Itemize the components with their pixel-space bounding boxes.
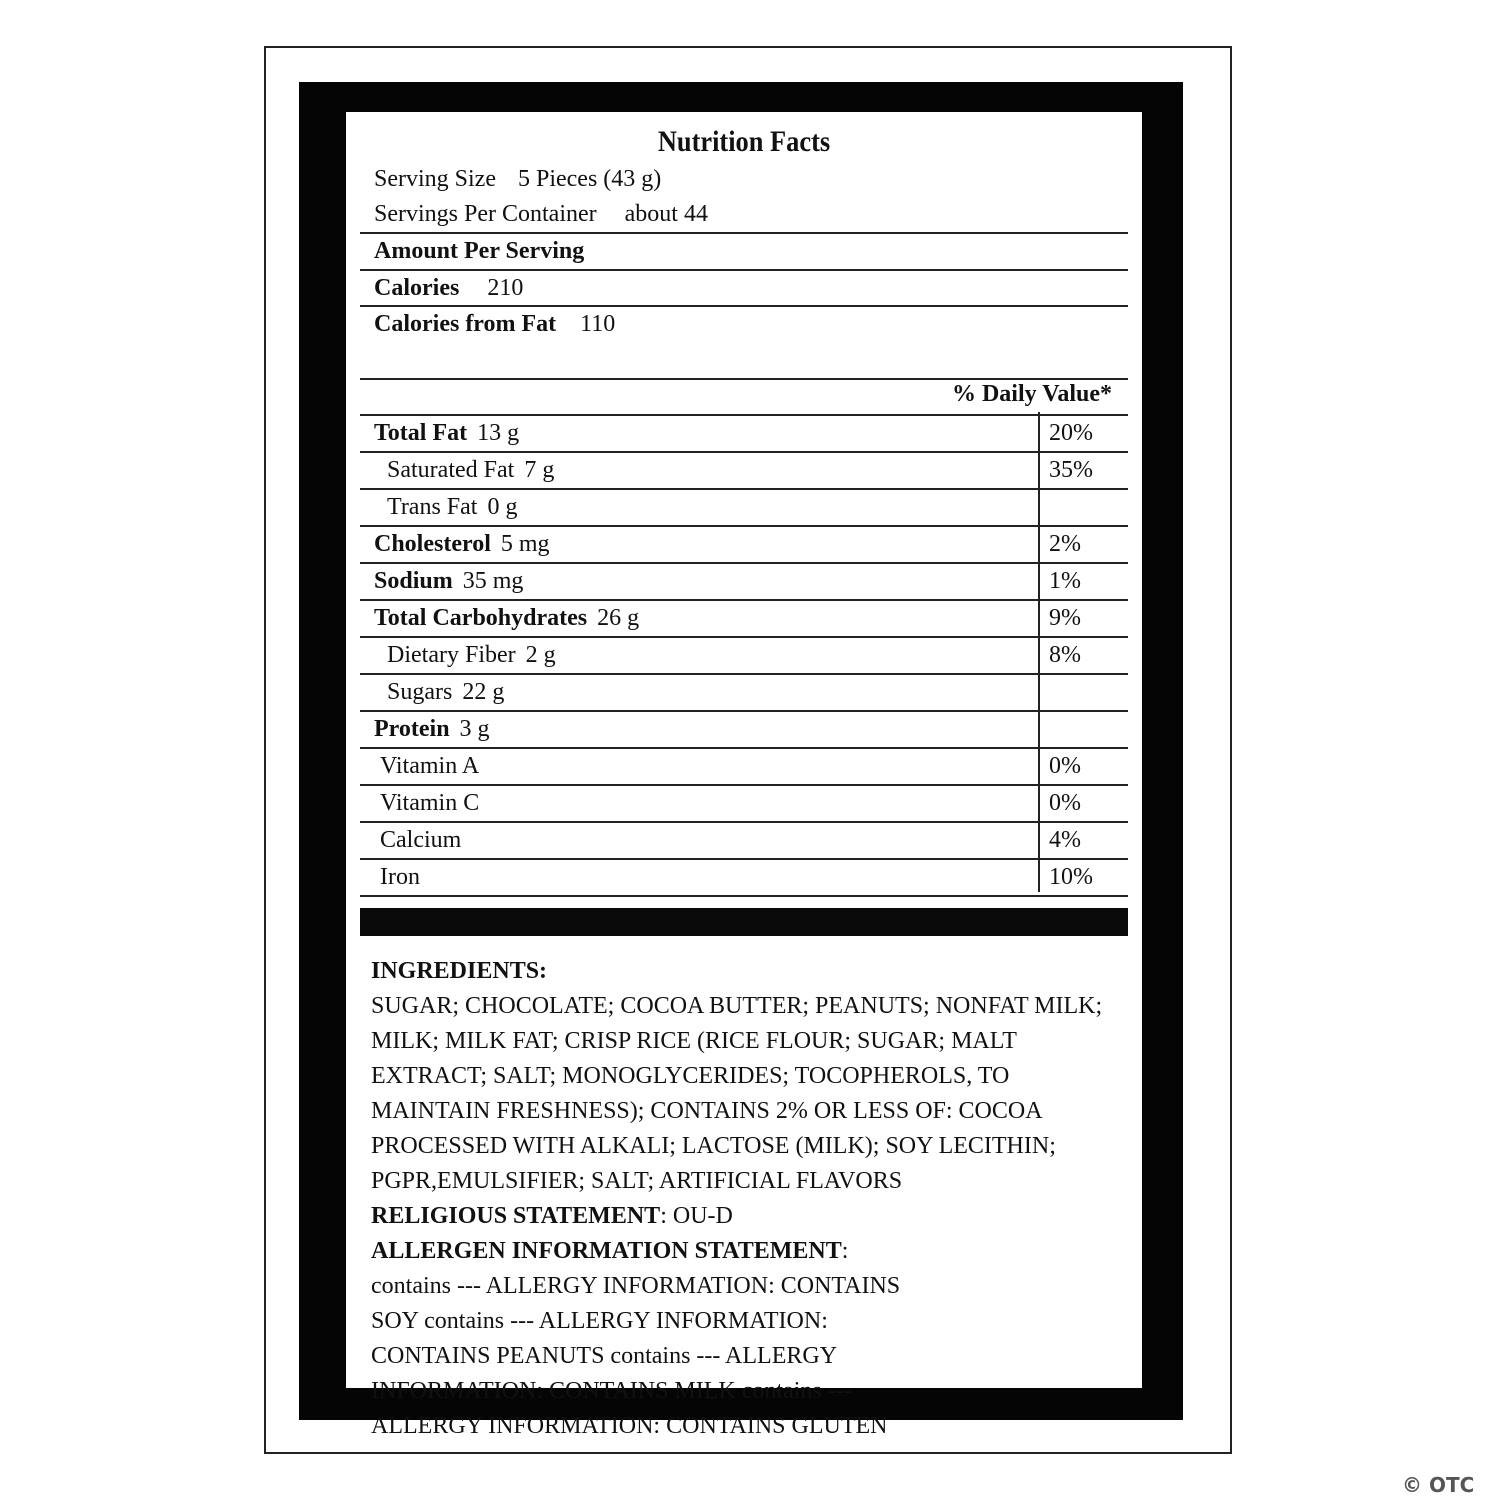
nutrient-amount: 13 g [477, 420, 520, 446]
daily-value-header: % Daily Value* [951, 381, 1112, 407]
calories-value: 210 [487, 275, 524, 301]
nutrient-daily-value: 1% [1049, 568, 1081, 594]
divider [360, 378, 1128, 380]
nutrient-name: Trans Fat [387, 494, 478, 520]
religious-statement [371, 1199, 1131, 1234]
nutrient-name: Total Fat [374, 420, 468, 446]
nutrient-name: Calcium [380, 827, 462, 853]
divider [360, 269, 1128, 271]
nutrient-name: Total Carbohydrates [374, 605, 588, 631]
nutrient-row [374, 455, 554, 485]
allergen-statement-heading [371, 1234, 1131, 1269]
calories-from-fat-value: 110 [580, 311, 616, 337]
divider [360, 784, 1128, 786]
nutrient-name: Sodium [374, 568, 453, 594]
divider [360, 673, 1128, 675]
divider [360, 488, 1128, 490]
nutrient-name: Saturated Fat [387, 457, 515, 483]
nutrient-amount: 5 mg [500, 531, 550, 557]
serving-size-row [374, 164, 661, 194]
religious-statement-value: : OU-D [660, 1203, 733, 1229]
nutrient-row [374, 492, 517, 522]
nutrient-row [374, 677, 504, 707]
nutrient-name: Sugars [387, 679, 453, 705]
divider [360, 232, 1128, 234]
allergen-statement-colon: : [841, 1238, 849, 1264]
divider [360, 636, 1128, 638]
nutrient-daily-value: 20% [1049, 420, 1093, 446]
ingredients-section [371, 954, 1131, 1444]
allergen-statement-text: contains --- ALLERGY INFORMATION: CONTAINS SOY contains --- ALLERGY INFORMATION: CONTAINS PEANUTS contains --- ALLERGY INFORMATION: CONTAINS MILK contains --- ALLERGY INFORMATION: CONTAINS GLUTEN [371, 1273, 901, 1439]
divider [360, 858, 1128, 860]
nutrient-row [374, 825, 461, 855]
black-separator-bar [360, 908, 1128, 936]
nutrient-amount: 2 g [525, 642, 556, 668]
calories-row [374, 273, 523, 303]
nutrient-row [374, 751, 479, 781]
nutrient-row [374, 788, 479, 818]
amount-per-serving: Amount Per Serving [374, 238, 585, 264]
nutrient-row [374, 603, 639, 633]
nutrient-amount: 35 mg [462, 568, 524, 594]
serving-size-value: 5 Pieces (43 g) [517, 166, 662, 192]
copyright-mark: © OTC [1402, 1473, 1475, 1497]
nutrient-daily-value: 0% [1049, 753, 1081, 779]
divider [360, 525, 1128, 527]
nutrient-daily-value: 4% [1049, 827, 1081, 853]
nutrient-name: Vitamin C [380, 790, 480, 816]
calories-from-fat-label: Calories from Fat [374, 311, 557, 337]
serving-size-label: Serving Size [374, 166, 496, 192]
nutrition-label-panel [343, 109, 1145, 1439]
nutrient-row [374, 862, 420, 892]
nutrient-daily-value: 8% [1049, 642, 1081, 668]
nutrient-amount: 0 g [487, 494, 518, 520]
calories-label: Calories [374, 275, 460, 301]
nutrient-name: Protein [374, 716, 450, 742]
nutrient-amount: 26 g [597, 605, 640, 631]
divider [360, 895, 1128, 897]
nutrient-amount: 7 g [524, 457, 555, 483]
servings-per-container-row [374, 199, 708, 229]
allergen-statement-label: ALLERGEN INFORMATION STATEMENT [371, 1238, 842, 1264]
nutrient-daily-value: 10% [1049, 864, 1093, 890]
nutrient-daily-value: 9% [1049, 605, 1081, 631]
nutrient-row [374, 418, 519, 448]
daily-value-column-divider [1038, 412, 1040, 892]
divider [360, 305, 1128, 307]
nutrient-name: Dietary Fiber [387, 642, 516, 668]
servings-per-container-value: about 44 [624, 201, 708, 227]
ingredients-text: SUGAR; CHOCOLATE; COCOA BUTTER; PEANUTS; NONFAT MILK; MILK; MILK FAT; CRISP RICE (RICE FLOUR; SUGAR; MALT EXTRACT; SALT; MONOGLYCERIDES; TOCOPHEROLS, TO MAINTAIN FRESHNESS); CONTAINS 2% OR LESS OF: COCOA PROCESSED WITH ALKALI; LACTOSE (MILK); SOY LECITHIN; PGPR,EMULSIFIER; SALT; ARTIFICIAL FLAVORS [371, 993, 1103, 1194]
nutrient-row [374, 714, 490, 744]
nutrient-name: Vitamin A [380, 753, 480, 779]
divider [360, 414, 1128, 416]
divider [360, 599, 1128, 601]
nutrient-name: Cholesterol [374, 531, 491, 557]
divider [360, 821, 1128, 823]
nutrient-row [374, 529, 550, 559]
nutrient-daily-value: 2% [1049, 531, 1081, 557]
calories-from-fat-row [374, 309, 615, 339]
nutrient-daily-value: 35% [1049, 457, 1093, 483]
label-title: Nutrition Facts [657, 125, 831, 158]
servings-per-container-label: Servings Per Container [374, 201, 597, 227]
religious-statement-label: RELIGIOUS STATEMENT [371, 1203, 661, 1229]
nutrient-name: Iron [380, 864, 420, 890]
divider [360, 747, 1128, 749]
nutrient-amount: 3 g [459, 716, 490, 742]
nutrient-row [374, 640, 556, 670]
nutrient-row [374, 566, 523, 596]
divider [360, 451, 1128, 453]
divider [360, 562, 1128, 564]
ingredients-heading: INGREDIENTS: [371, 958, 548, 984]
divider [360, 710, 1128, 712]
nutrient-daily-value: 0% [1049, 790, 1081, 816]
nutrient-amount: 22 g [462, 679, 505, 705]
